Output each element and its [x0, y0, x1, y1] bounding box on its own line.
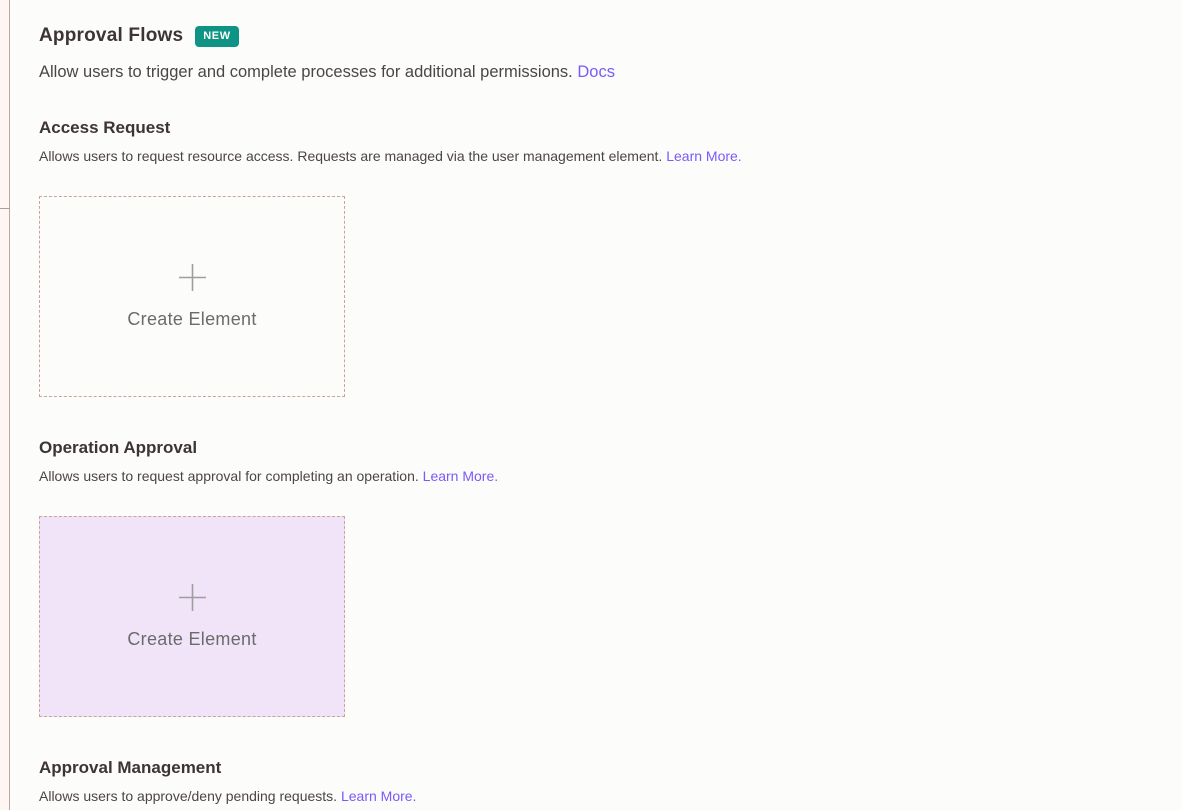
docs-link[interactable]: Docs — [577, 63, 615, 81]
learn-more-link[interactable]: Learn More. — [340, 788, 417, 804]
plus-icon — [178, 583, 207, 612]
create-element-card-operation-approval[interactable] — [39, 516, 345, 717]
page-title: Approval Flows — [39, 25, 184, 46]
section-description-text: Allows users to request approval for completing an operation. — [39, 468, 419, 484]
section-description — [39, 788, 1149, 805]
create-element-label: Create Element — [127, 309, 257, 329]
section-description-text: Allows users to request resource access. Requests are managed via the user management element. — [39, 148, 663, 164]
create-element-card-access-request[interactable] — [39, 196, 345, 397]
section-description — [39, 148, 1149, 165]
section-description-text: Allows users to approve/deny pending requests. — [39, 788, 338, 804]
plus-icon — [178, 263, 207, 292]
section-description — [39, 468, 1149, 485]
panel-divider-tick — [0, 208, 10, 209]
page-subtitle — [39, 62, 1149, 82]
new-badge: NEW — [195, 26, 238, 47]
page-header — [39, 25, 1149, 47]
section-access-request — [39, 118, 1149, 397]
section-title: Operation Approval — [39, 438, 198, 457]
section-title: Approval Management — [39, 758, 222, 777]
panel-divider — [0, 0, 10, 810]
section-title: Access Request — [39, 118, 171, 137]
section-approval-management — [39, 758, 1149, 805]
create-element-label: Create Element — [127, 629, 257, 649]
learn-more-link[interactable]: Learn More. — [666, 148, 742, 164]
section-operation-approval — [39, 438, 1149, 717]
learn-more-link[interactable]: Learn More. — [422, 468, 499, 484]
page-subtitle-text: Allow users to trigger and complete processes for additional permissions. — [39, 63, 573, 81]
approval-flows-panel — [39, 25, 1149, 805]
